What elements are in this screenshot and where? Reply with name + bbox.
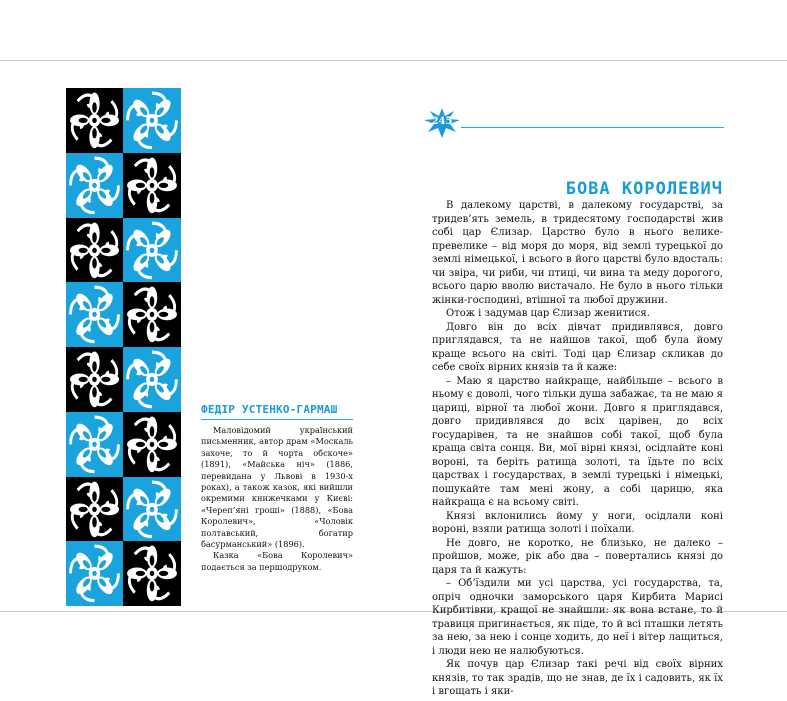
story-paragraph: – Об’їздили ми усі царства, усі государства, та, опріч одночки заморського царя Кирбита Марисі Кирбитівни, кращої не знайшли: як вона встане, то й травиця пригинається, як піде, то й всі пташки летять за нею, за нею і сонце ходить, до неї і вітер лащиться, і люди нею не налюбуються.: [432, 578, 723, 657]
floral-ornament-icon: [123, 412, 181, 477]
floral-ornament-icon: [66, 88, 123, 153]
ornament-tile: [123, 347, 181, 412]
floral-ornament-icon: [66, 282, 123, 347]
floral-ornament-icon: [123, 153, 181, 218]
story-paragraph: Князі вклонились йому у ноги, осідлали коні вороні, взяли ратища золоті і поїхали.: [432, 510, 723, 535]
floral-ornament-icon: [123, 88, 181, 153]
story-paragraph: Не довго, не коротко, не близько, не далеко – пройшов, може, рік або два – повертались князі до царя та й кажуть:: [432, 537, 723, 576]
page-number-badge: [424, 108, 460, 138]
floral-ornament-icon: [123, 218, 181, 283]
floral-ornament-icon: [123, 541, 181, 606]
ornament-tile: [123, 282, 181, 347]
floral-ornament-icon: [66, 218, 123, 283]
ornament-tile: [123, 412, 181, 477]
ornament-tile: [66, 347, 123, 412]
story-paragraph: Як почув цар Єлизар такі речі від своїх вірних князів, то так зрадів, що не знав, де їх і садовить, як їх і вгощать і яки-: [432, 659, 723, 697]
floral-ornament-icon: [123, 347, 181, 412]
author-bio: [201, 425, 353, 573]
story-body: [432, 199, 723, 699]
ornament-tile: [123, 477, 181, 542]
page-number: 245: [431, 116, 453, 127]
floral-ornament-icon: [66, 347, 123, 412]
author-rule: [201, 419, 353, 420]
ornament-tile: [123, 88, 181, 153]
ornament-tile: [66, 477, 123, 542]
floral-ornament-icon: [66, 412, 123, 477]
story-title: БОВА КОРОЛЕВИЧ: [565, 179, 723, 199]
ornament-tile: [123, 218, 181, 283]
story-paragraph: Довго він до всіх дівчат придивлявся, довго приглядався, та не найшов такої, щоб була йому краще всього на світі. Тоді цар Єлизар скликав до себе своїх вірних князів та й каже:: [432, 321, 723, 373]
floral-ornament-icon: [66, 541, 123, 606]
story-paragraph: Отож і задумав цар Єлизар женитися.: [446, 308, 650, 319]
ornament-tile-column: [66, 88, 181, 606]
story-paragraph: В далекому царстві, в далекому государстві, за тридев’ять земель, в тридесятому господарстві жив собі цар Єлизар. Царство було в нього велике-превелике – від моря до моря, від землі турецької до землі німецької, і всього в його царстві було вдосталь: чи звіра, чи риби, чи птиці, чи вина та меду дорогого, всього царю вволю вистачало. Не було в нього тільки жінки-господині, втішної та любої дружини.: [432, 200, 723, 306]
author-bio-paragraph: Казка «Бова Королевич» подається за першодруком.: [201, 550, 353, 572]
story-paragraph: – Маю я царство найкраще, найбільше – всього в ньому є доволі, чого тільки душа забажає, та не маю я цариці, вірної та любої жони. Довго я приглядався, довго придивлявся до всіх царівен, до всіх государівен, та не знайшов собі такої, щоб була краща світа сонця. Ви, мої вірні князі, осідлайте коні вороні, та беріть ратища золоті, та їдьте по всіх царствах і государствах, в землі турецькі і німецькі, пошукайте там мені жону, а собі царицю, яка найкраща є на всьому світі.: [432, 375, 723, 508]
floral-ornament-icon: [66, 477, 123, 542]
header-rule: [461, 127, 724, 128]
ornament-tile: [123, 153, 181, 218]
floral-ornament-icon: [123, 282, 181, 347]
ornament-tile: [66, 88, 123, 153]
floral-ornament-icon: [66, 153, 123, 218]
floral-ornament-icon: [123, 477, 181, 542]
ornament-tile: [123, 541, 181, 606]
ornament-tile: [66, 153, 123, 218]
ornament-tile: [66, 282, 123, 347]
ornament-tile: [66, 218, 123, 283]
ornament-tile: [66, 541, 123, 606]
ornament-tile: [66, 412, 123, 477]
author-bio-paragraph: Маловідомий український письменник, автор драм «Москаль захоче, то й чорта обскоче» (1891), «Майська ніч» (1886, перевидана у Львові в 1930-х роках), а також казок, які вийшли окремими книжечками у Києві: «Череп’яні гроші» (1888), «Бова Королевич», «Чоловік полтавський, богатир басурманський» (1896).: [201, 425, 353, 550]
author-name: ФЕДІР УСТЕНКО-ГАРМАШ: [201, 403, 338, 416]
